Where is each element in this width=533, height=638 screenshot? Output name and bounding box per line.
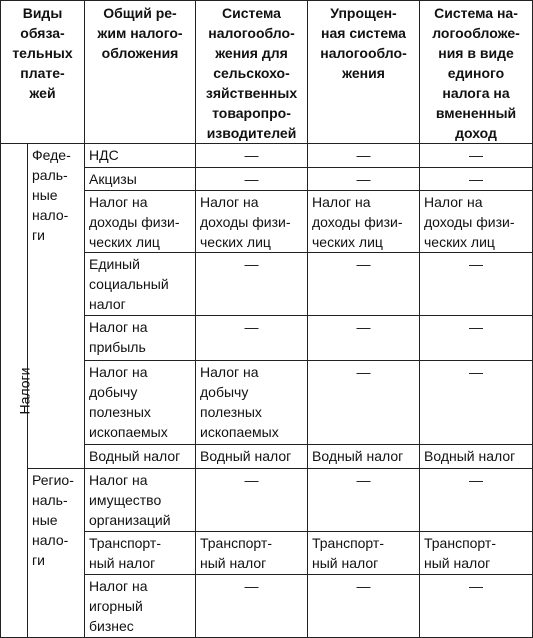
federal-taxes-label: Феде- раль- ные нало- ги	[28, 144, 85, 468]
cell-simplified: Водный налог	[308, 444, 420, 468]
cell-envd: —	[420, 468, 533, 531]
cell-agri: —	[196, 316, 308, 360]
cell-envd: —	[420, 316, 533, 360]
table-row	[1, 468, 533, 531]
cell-general: Налог на игорный бизнес	[85, 574, 196, 637]
taxes-group-cell	[1, 144, 33, 638]
cell-general: Транспорт- ный налог	[85, 531, 196, 574]
cell-agri: —	[196, 574, 308, 637]
regional-taxes-label: Регио- наль- ные нало- ги	[28, 468, 85, 637]
cell-simplified: —	[308, 468, 420, 531]
header-general-regime: Общий ре- жим налого- обложения	[85, 1, 196, 144]
cell-simplified: —	[308, 360, 420, 444]
cell-agri: Налог на доходы физи- ческих лиц	[196, 191, 308, 253]
cell-simplified: —	[308, 316, 420, 360]
header-agri-regime: Система налогообло- жения для сельскохо- зяйственных товаропро- изводителей	[196, 1, 308, 144]
cell-simplified: —	[308, 253, 420, 316]
cell-general: Водный налог	[85, 444, 196, 468]
cell-general: Налог на имущество организаций	[85, 468, 196, 531]
cell-general: Налог на добычу полезных ископаемых	[85, 360, 196, 444]
cell-general: Акцизы	[85, 168, 196, 191]
header-row	[1, 1, 533, 144]
cell-envd: —	[420, 253, 533, 316]
cell-simplified: Налог на доходы физи- ческих лиц	[308, 191, 420, 253]
cell-envd: —	[420, 144, 533, 168]
cell-envd: —	[420, 360, 533, 444]
cell-general: Единый социальный налог	[85, 253, 196, 316]
cell-general: НДС	[85, 144, 196, 168]
cell-general: Налог на доходы физи- ческих лиц	[85, 191, 196, 253]
cell-agri: Налог на добычу полезных ископаемых	[196, 360, 308, 444]
cell-envd: Налог на доходы физи- ческих лиц	[420, 191, 533, 253]
header-envd-regime: Система на- логообложе- ния в виде единого налога на вмененный доход	[420, 1, 533, 144]
cell-agri: —	[196, 144, 308, 168]
cell-simplified: Транспорт- ный налог	[308, 531, 420, 574]
cell-agri: Водный налог	[196, 444, 308, 468]
taxes-group-label: Налоги	[16, 367, 33, 415]
cell-envd: Транспорт- ный налог	[420, 531, 533, 574]
cell-simplified: —	[308, 574, 420, 637]
cell-agri: —	[196, 253, 308, 316]
cell-agri: —	[196, 168, 308, 191]
cell-envd: Водный налог	[420, 444, 533, 468]
cell-envd: —	[420, 168, 533, 191]
cell-agri: —	[196, 468, 308, 531]
cell-simplified: —	[308, 168, 420, 191]
cell-envd: —	[420, 574, 533, 637]
header-payment-kinds: Виды обяза- тельных плате- жей	[1, 1, 85, 144]
cell-simplified: —	[308, 144, 420, 168]
cell-general: Налог на прибыль	[85, 316, 196, 360]
table-row	[1, 144, 533, 168]
cell-agri: Транспорт- ный налог	[196, 531, 308, 574]
header-simplified-regime: Упрощен- ная система налогообло- жения	[308, 1, 420, 144]
